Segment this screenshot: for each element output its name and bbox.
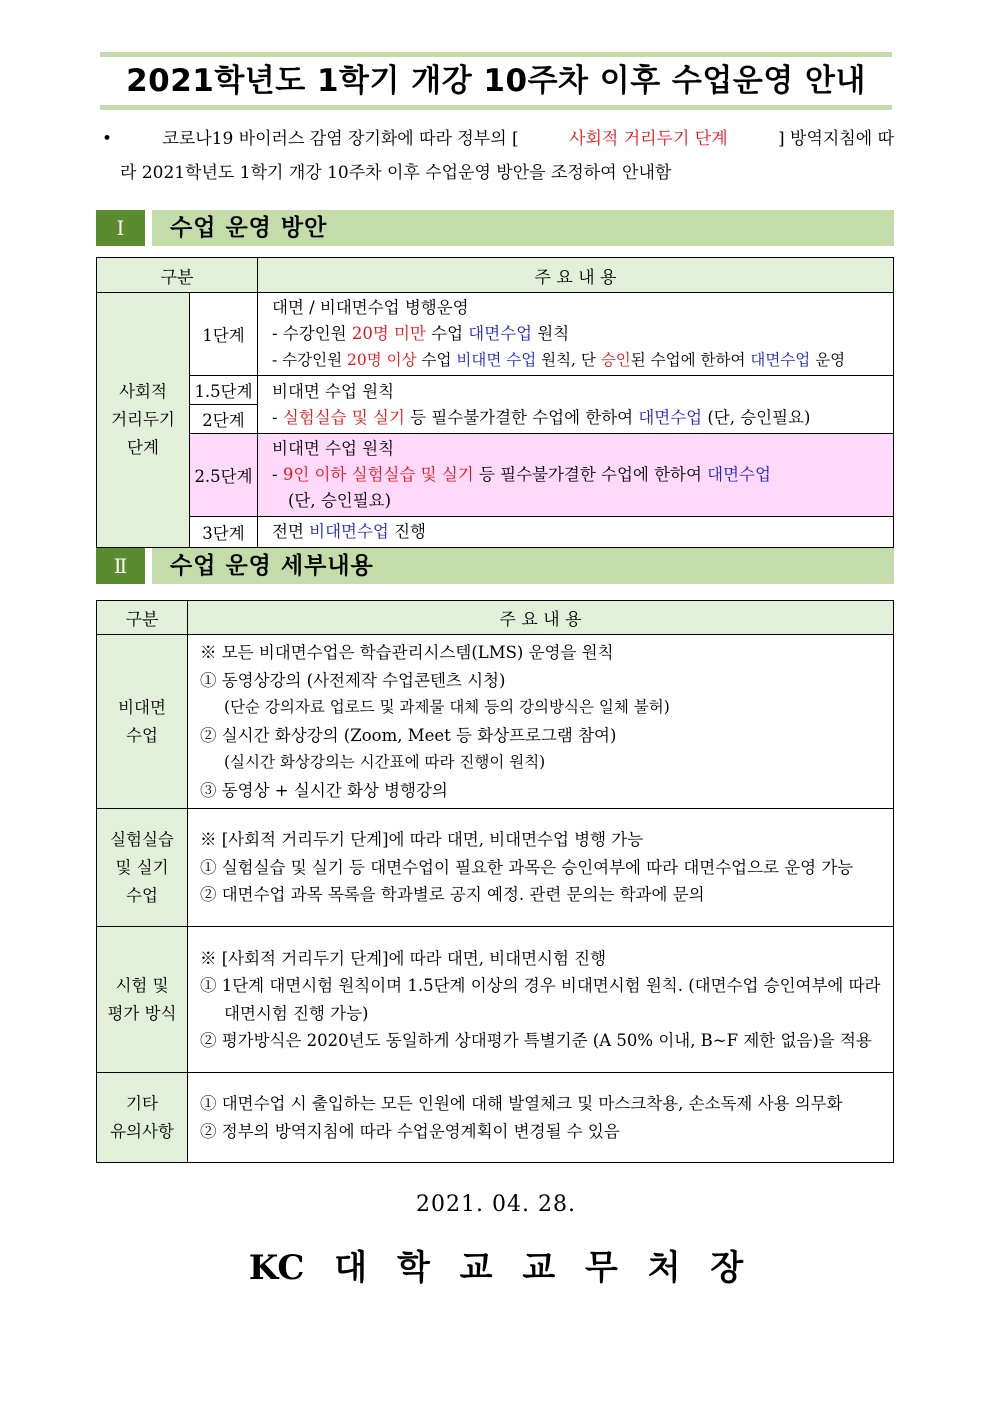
stage-1-content — [258, 293, 894, 376]
category-line: 비대면 — [118, 697, 166, 717]
highlight-blue: 대면수업 — [707, 465, 771, 484]
document-date: 2021. 04. 28. — [416, 1192, 576, 1217]
section-1-title: 수업 운영 방안 — [152, 210, 894, 246]
text: 수업 — [416, 351, 457, 369]
online-class-content — [188, 635, 894, 809]
content-line: ① 동영상강의 (사전제작 수업콘텐츠 시청) — [200, 670, 506, 690]
intro-paragraph — [102, 122, 894, 190]
title-block — [100, 52, 892, 110]
content-line: ② 평가방식은 2020년도 동일하게 상대평가 특별기준 (A 50% 이내, B~F 제한 없음)을 적용 — [200, 1031, 872, 1050]
text: 수업 — [425, 324, 469, 343]
stage-2-label: 2단계 — [190, 405, 258, 434]
content-line: ② 정부의 방역지침에 따라 수업운영계획이 변경될 수 있음 — [200, 1121, 620, 1141]
highlight-red: 실험실습 및 실기 — [282, 407, 405, 427]
stage-2-5-label: 2.5단계 — [190, 434, 258, 517]
content-line — [272, 347, 885, 373]
highlight-blue: 대면수업 — [468, 324, 533, 343]
section-2-header — [96, 548, 894, 584]
highlight-blue: 대면수업 — [750, 351, 811, 369]
detail-table — [96, 600, 894, 1163]
category-line: 실험실습 — [110, 829, 174, 849]
content-line: ※ 모든 비대면수업은 학습관리시스템(LMS) 운영을 원칙 — [200, 643, 614, 662]
text: 원칙, 단 — [536, 351, 601, 369]
text: 전면 — [272, 522, 310, 541]
content-line — [272, 321, 885, 347]
detail-table-header-content: 주 요 내 용 — [188, 601, 894, 635]
category-line: 사회적 — [119, 382, 167, 401]
category-line: 수업 — [126, 885, 158, 905]
section-1-header — [96, 210, 894, 246]
text: - 수강인원 — [272, 351, 347, 369]
intro-line-1 — [102, 122, 894, 156]
lab-class-category — [97, 809, 188, 927]
lab-class-content — [188, 809, 894, 927]
highlight-red: 승인 — [600, 351, 631, 369]
signature-office: KC 대 학 교 교 무 처 장 — [248, 1248, 744, 1288]
content-line: ① 1단계 대면시험 원칙이며 1.5단계 이상의 경우 비대면시험 원칙. (대면수업 승인여부에 따라 대면시험 진행 가능) — [200, 976, 881, 1023]
stage-1-label: 1단계 — [190, 293, 258, 376]
social-distancing-category — [97, 293, 190, 548]
category-line: 거리두기 — [111, 410, 175, 429]
highlight-red: 20명 이상 — [346, 351, 417, 369]
bullet: • — [102, 129, 113, 149]
category-line: 평가 방식 — [107, 1003, 177, 1023]
content-line: 비대면 수업 원칙 — [272, 381, 395, 401]
stage-table-header-content: 주 요 내 용 — [258, 258, 894, 293]
text: 등 필수불가결한 수업에 한하여 — [473, 465, 708, 484]
title-bottom-rule — [100, 105, 892, 110]
stage-1-5-2-content — [258, 376, 894, 434]
content-line: (단, 승인필요) — [288, 491, 392, 510]
intro-text: 코로나19 바이러스 감염 장기화에 따라 정부의 [ — [162, 129, 519, 149]
content-line — [272, 405, 885, 431]
stage-3-label: 3단계 — [190, 517, 258, 548]
content-line: ③ 동영상 + 실시간 화상 병행강의 — [200, 780, 448, 800]
text: 운영 — [810, 351, 846, 369]
category-line: 및 실기 — [115, 857, 169, 877]
stage-3-content — [258, 517, 894, 548]
content-line: 대면 / 비대면수업 병행운영 — [272, 298, 469, 317]
text: - — [272, 465, 283, 484]
stage-2-5-content — [258, 434, 894, 517]
intro-line-2: 라 2021학년도 1학기 개강 10주차 이후 수업운영 방안을 조정하여 안내함 — [120, 163, 672, 183]
stage-table-header-category: 구분 — [97, 258, 258, 293]
section-2-number: Ⅱ — [96, 548, 145, 584]
text: 등 필수불가결한 수업에 한하여 — [404, 407, 639, 427]
exam-content — [188, 927, 894, 1073]
category-line: 수업 — [126, 725, 158, 745]
detail-table-header-category: 구분 — [97, 601, 188, 635]
content-line: ② 대면수업 과목 목록을 학과별로 공지 예정. 관련 문의는 학과에 문의 — [200, 885, 705, 905]
content-line: ※ [사회적 거리두기 단계]에 따라 대면, 비대면시험 진행 — [200, 948, 607, 968]
highlight-blue: 대면수업 — [638, 407, 703, 427]
section-2-title: 수업 운영 세부내용 — [152, 548, 894, 584]
stage-table — [96, 257, 894, 548]
text: 진행 — [388, 522, 426, 541]
text: 된 수업에 한하여 — [630, 351, 751, 369]
content-line: ① 실험실습 및 실기 등 대면수업이 필요한 과목은 승인여부에 따라 대면수업으로 운영 가능 — [200, 857, 854, 877]
online-class-category — [97, 635, 188, 809]
content-line: (실시간 화상강의는 시간표에 따라 진행이 원칙) — [224, 753, 546, 771]
content-line: ② 실시간 화상강의 (Zoom, Meet 등 화상프로그램 참여) — [200, 725, 617, 745]
intro-text: ] 방역지침에 따 — [778, 129, 894, 149]
category-line: 단계 — [127, 438, 159, 457]
highlight-red: 9인 이하 실험실습 및 실기 — [282, 465, 474, 484]
category-line: 기타 — [126, 1093, 158, 1113]
text: 원칙 — [532, 324, 570, 343]
highlight-blue: 비대면 수업 — [456, 351, 537, 369]
highlight-red: 20명 미만 — [351, 324, 426, 343]
etc-content — [188, 1073, 894, 1163]
text: - — [272, 407, 283, 427]
stage-1-5-label: 1.5단계 — [190, 376, 258, 405]
page-title: 2021학년도 1학기 개강 10주차 이후 수업운영 안내 — [126, 63, 866, 99]
text: (단, 승인필요) — [702, 407, 811, 427]
content-line — [272, 462, 885, 488]
content-line: (단순 강의자료 업로드 및 과제물 대체 등의 강의방식은 일체 불허) — [224, 698, 670, 716]
content-line: ① 대면수업 시 출입하는 모든 인원에 대해 발열체크 및 마스크착용, 손소독제 사용 의무화 — [200, 1094, 843, 1113]
text: - 수강인원 — [272, 324, 352, 343]
content-line: 비대면 수업 원칙 — [272, 439, 395, 458]
exam-category — [97, 927, 188, 1073]
section-1-number: Ⅰ — [96, 210, 145, 246]
category-line: 유의사항 — [110, 1121, 174, 1141]
category-line: 시험 및 — [115, 975, 169, 995]
highlight-blue: 비대면수업 — [309, 522, 389, 541]
intro-highlight: 사회적 거리두기 단계 — [569, 129, 728, 149]
etc-category — [97, 1073, 188, 1163]
content-line: ※ [사회적 거리두기 단계]에 따라 대면, 비대면수업 병행 가능 — [200, 830, 644, 850]
